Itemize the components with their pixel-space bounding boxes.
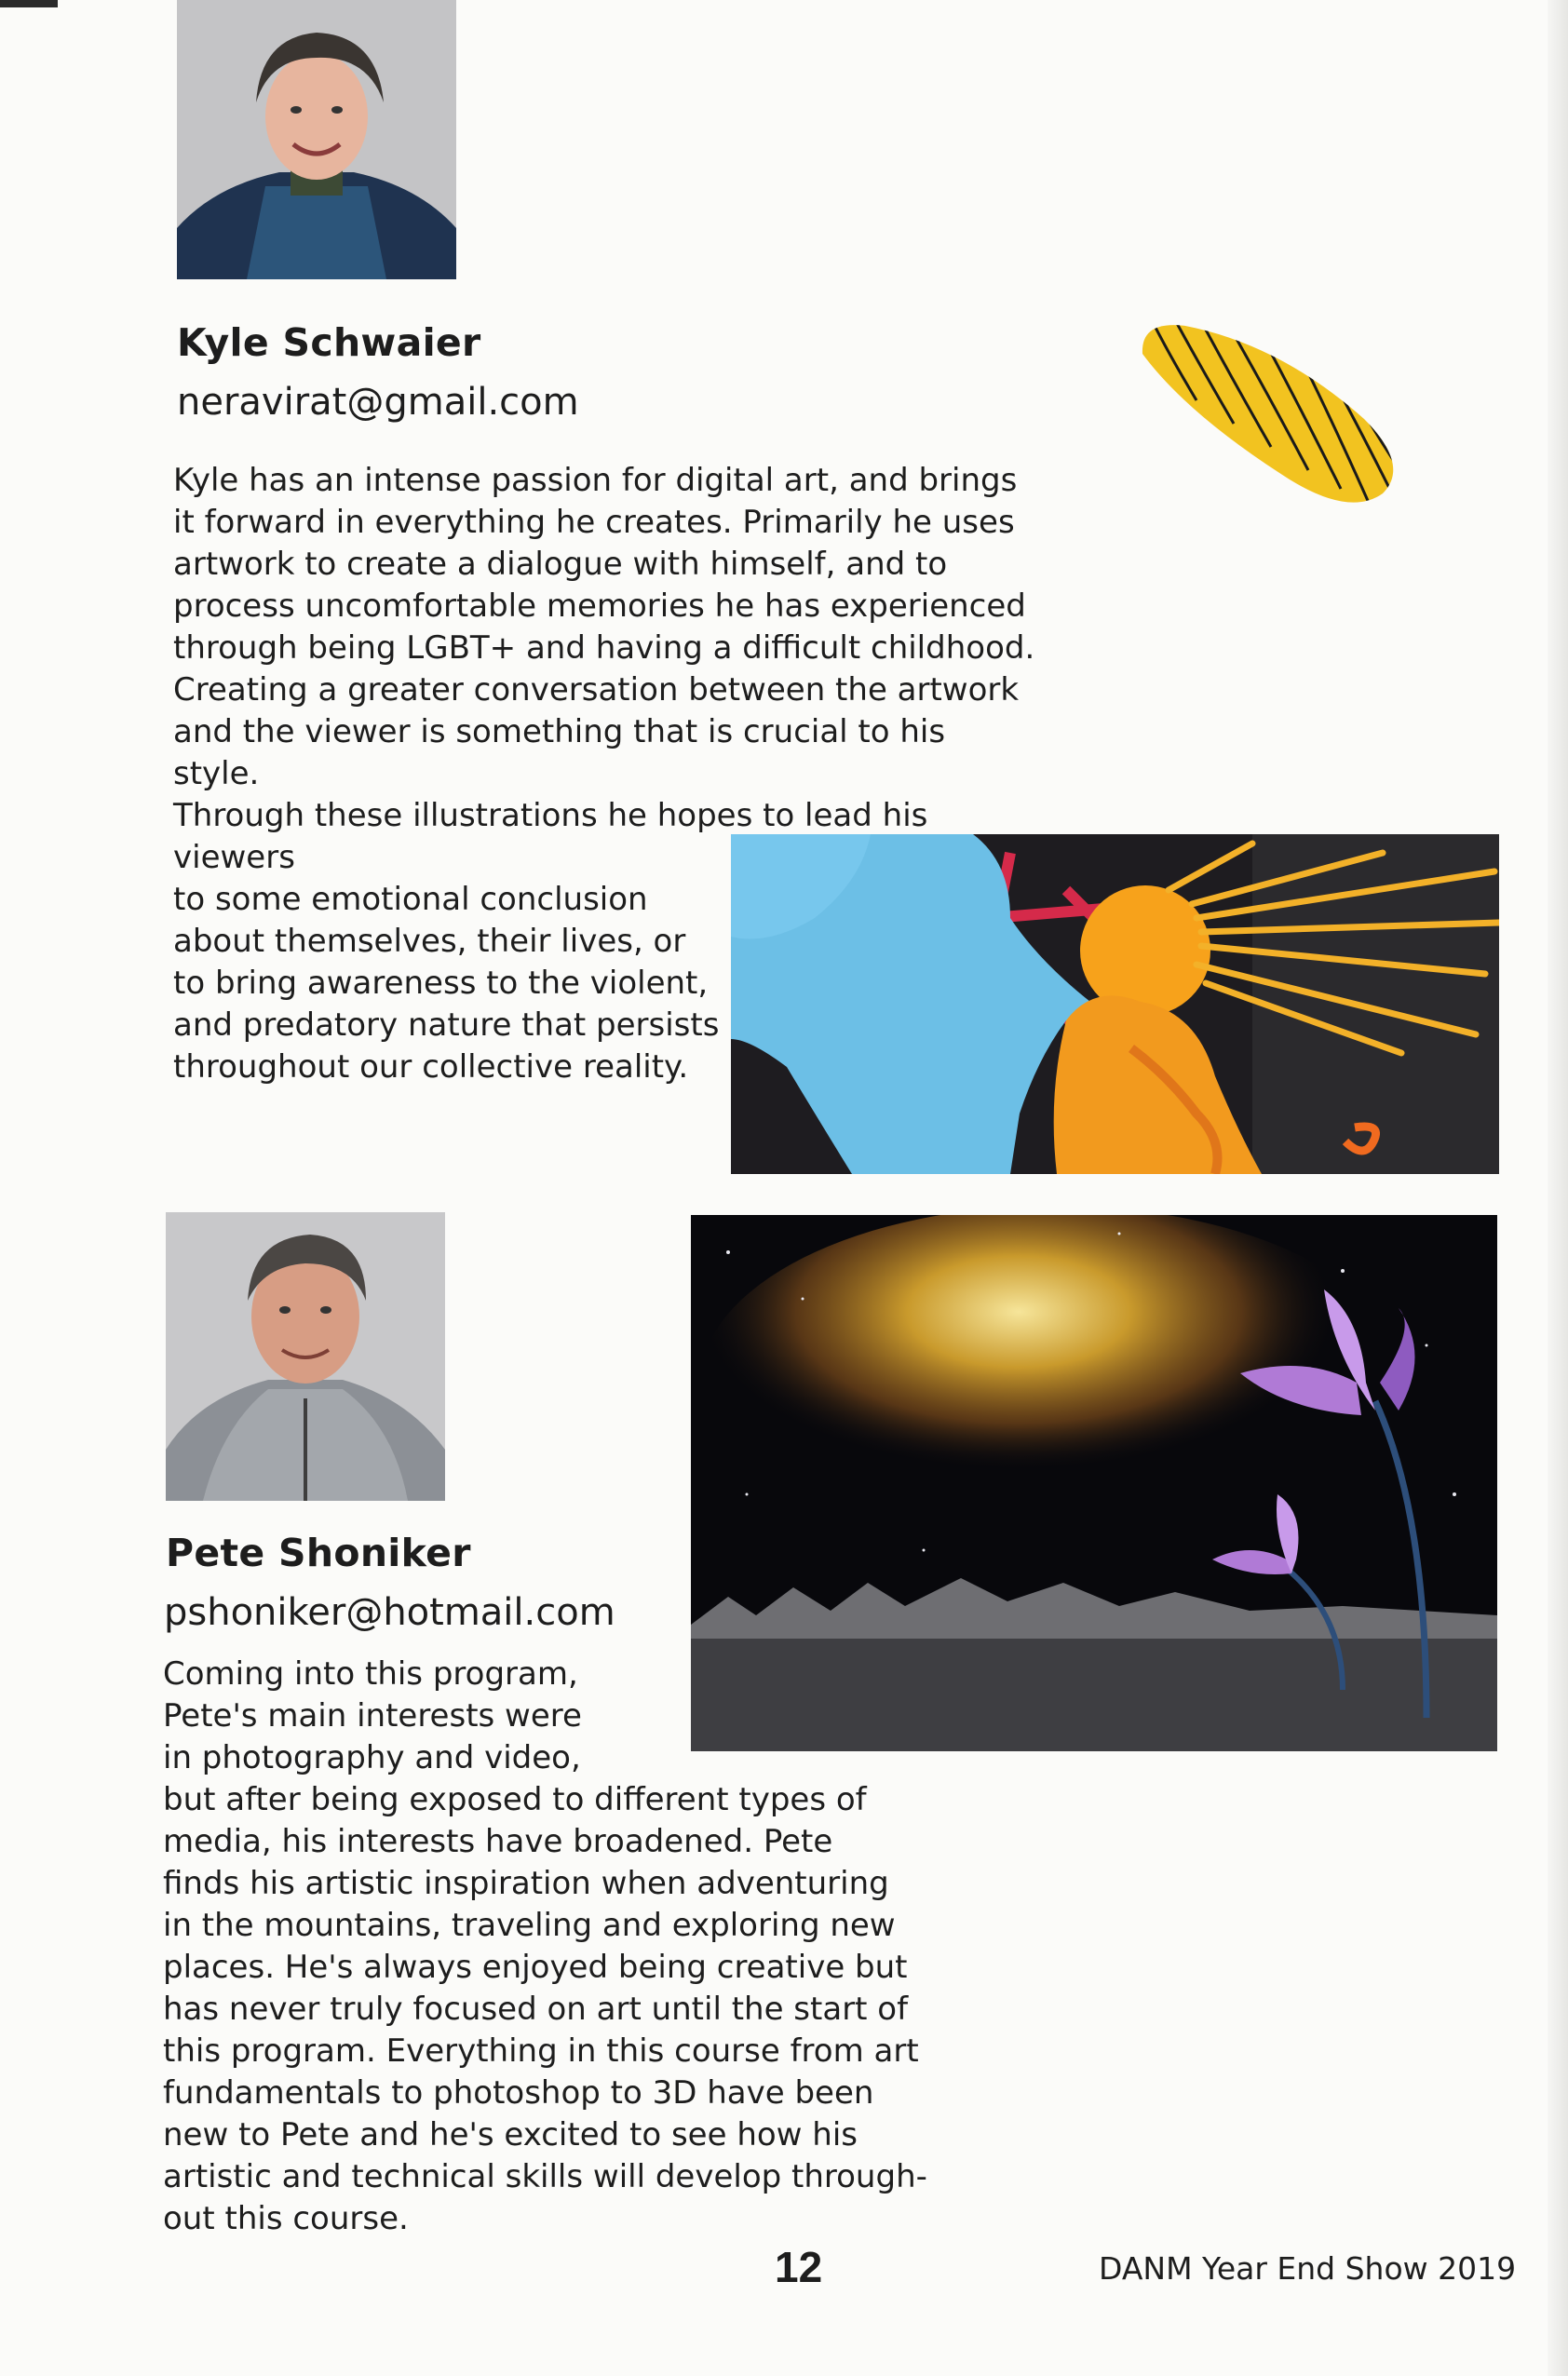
corner-mark xyxy=(0,0,58,7)
pete-name: Pete Shoniker xyxy=(166,1531,471,1575)
kyle-artwork xyxy=(731,834,1499,1174)
kyle-email[interactable]: neravirat@gmail.com xyxy=(177,381,579,424)
pete-email[interactable]: pshoniker@hotmail.com xyxy=(164,1591,615,1634)
kyle-name: Kyle Schwaier xyxy=(177,320,481,365)
yellow-striped-decoration xyxy=(1131,317,1411,512)
kyle-portrait xyxy=(177,0,456,279)
kyle-bio: Kyle has an intense passion for digital art, and brings it forward in everything he creates. Primarily he uses artwork to create a dialogue with himself, and to process uncomfortable memories he has experienced through being LGBT+ and having a difficult childhood. Creating a greater conversation between the artwork and the viewer is something that is crucial to his style. Through these illustrations he hopes to lead his viewers to some emotional conclusion about themselves, their lives, or to bring awareness to the violent, and predatory nature that persists throughout our collective reality. xyxy=(173,462,1035,1086)
pete-artwork xyxy=(691,1215,1497,1751)
pete-bio: Coming into this program, Pete's main interests were in photography and video, but after being exposed to different types of media, his interests have broadened. Pete finds his artistic inspiration when adventuring in the mountains, traveling and exploring new places. He's always enjoyed being creative but has never truly focused on art until the start of this program. Everything in this course from art fundamentals to photoshop to 3D have been new to Pete and he's excited to see how his artistic and technical skills will develop through- out this course. xyxy=(163,1655,927,2237)
pete-portrait xyxy=(166,1212,445,1501)
page-edge xyxy=(1548,0,1568,2376)
page-number: 12 xyxy=(775,2243,823,2291)
footer-title: DANM Year End Show 2019 xyxy=(1099,2250,1517,2287)
